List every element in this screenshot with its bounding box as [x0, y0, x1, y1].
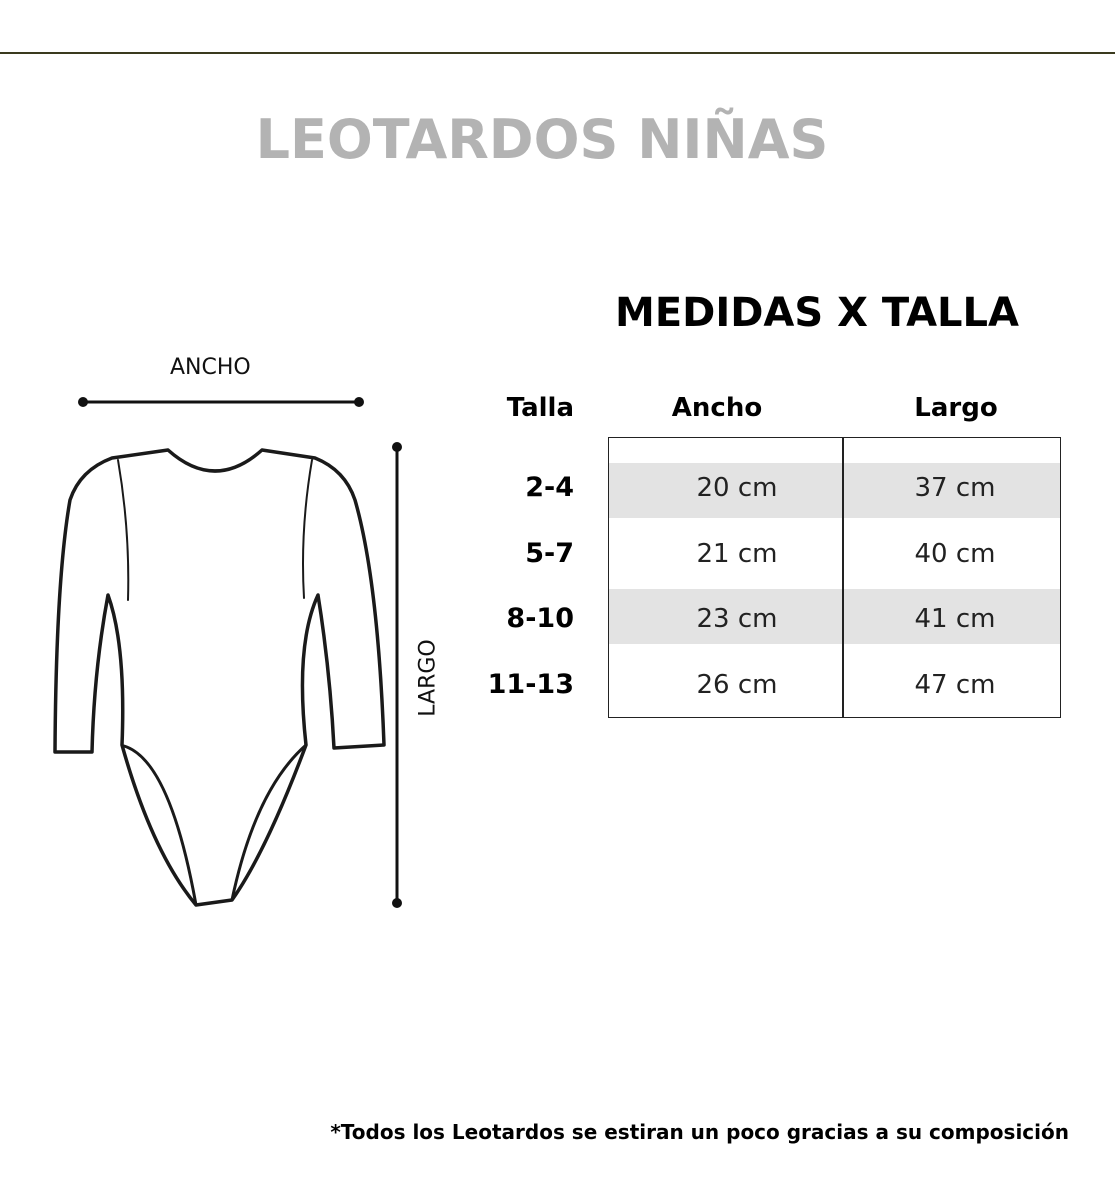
table-cell-length: 40 cm: [914, 539, 996, 569]
table-row-size: 11-13: [487, 669, 574, 700]
leotard-outline-icon: [55, 450, 384, 905]
length-measure-line: [392, 442, 402, 908]
page-title: LEOTARDOS NIÑAS: [255, 108, 829, 171]
table-cell-width: 23 cm: [696, 604, 778, 634]
table-column-divider: [842, 437, 844, 718]
column-header-length: Largo: [914, 393, 998, 423]
table-cell-width: 21 cm: [696, 539, 778, 569]
table-row-size: 2-4: [525, 472, 574, 503]
width-label: ANCHO: [170, 355, 251, 380]
table-cell-length: 41 cm: [914, 604, 996, 634]
leotard-diagram: [0, 0, 480, 930]
footnote: *Todos los Leotardos se estiran un poco gracias a su composición: [330, 1120, 1069, 1144]
table-title: MEDIDAS X TALLA: [615, 290, 1019, 336]
table-cell-length: 37 cm: [914, 473, 996, 503]
table-row-size: 8-10: [506, 603, 574, 634]
table-cell-width: 26 cm: [696, 670, 778, 700]
table-row-size: 5-7: [525, 538, 574, 569]
table-cell-length: 47 cm: [914, 670, 996, 700]
width-measure-line: [78, 397, 364, 407]
column-header-width: Ancho: [671, 393, 763, 423]
table-cell-width: 20 cm: [696, 473, 778, 503]
column-header-size: Talla: [506, 393, 574, 423]
length-label: LARGO: [415, 639, 441, 717]
